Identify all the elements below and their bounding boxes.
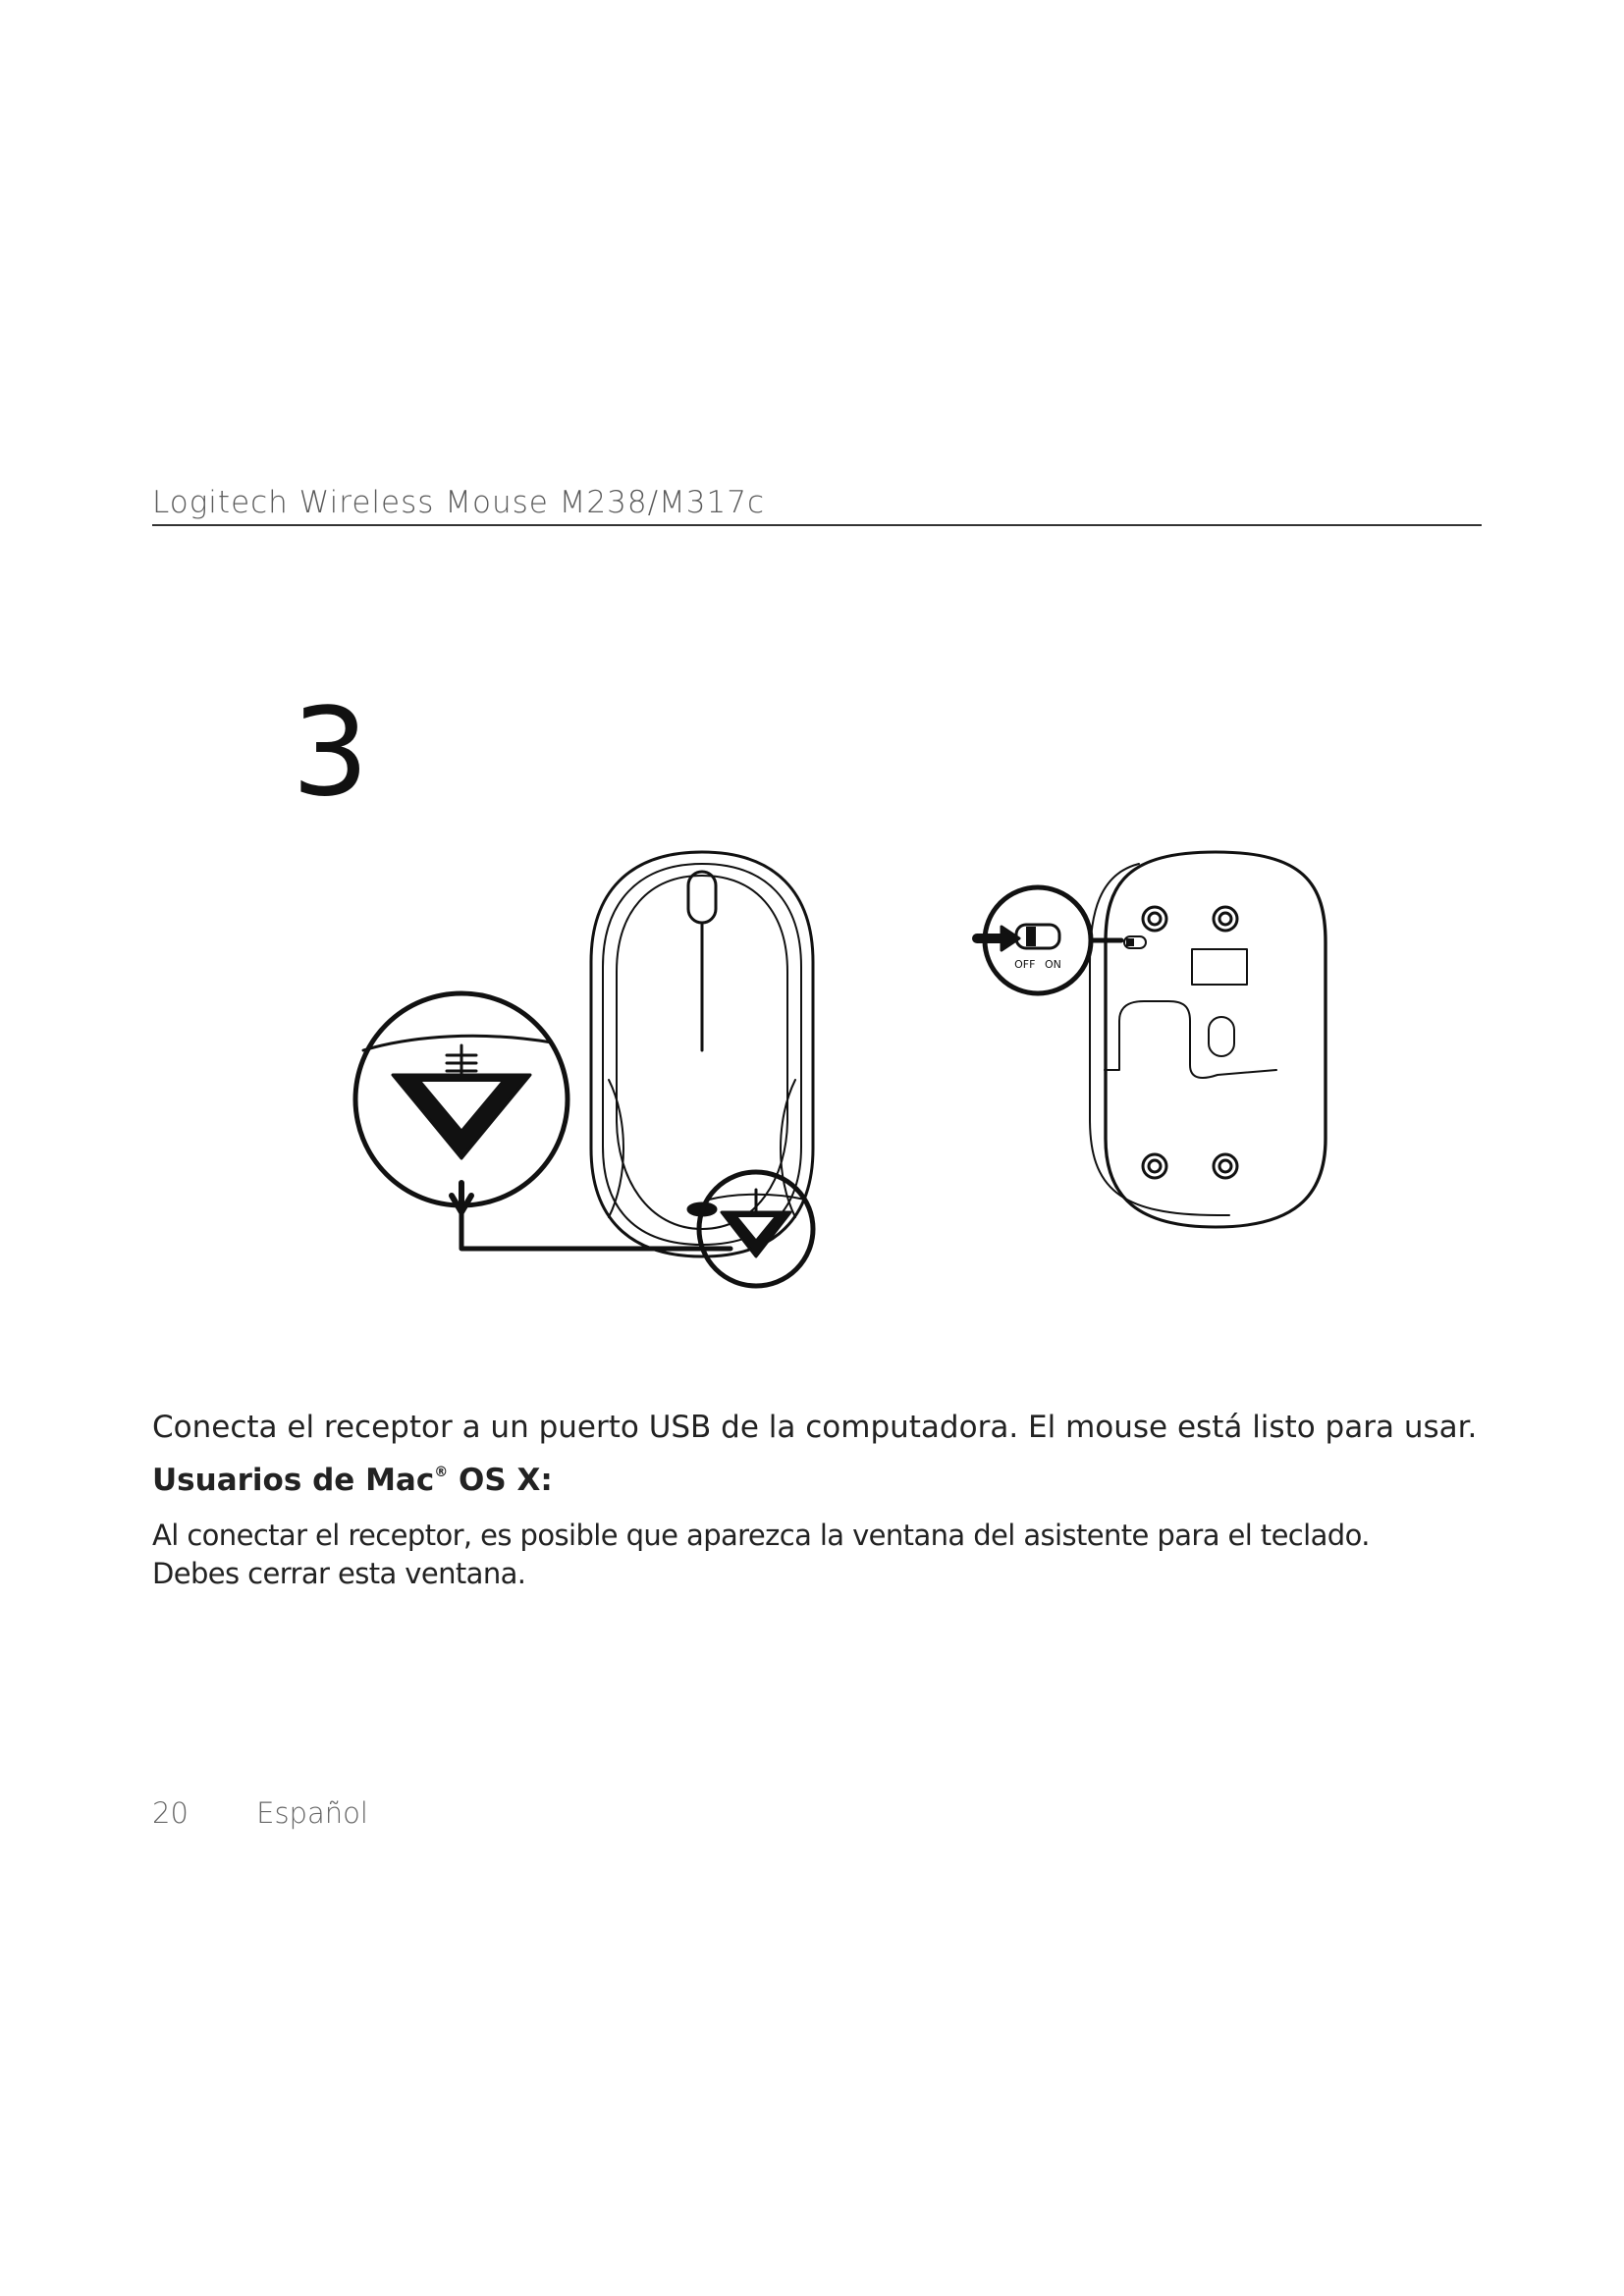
switch-label-zoom [1014, 958, 1061, 971]
mac-instructions [152, 1517, 1370, 1593]
page-number: 20 [152, 1796, 189, 1830]
mac-heading-post: OS X: [448, 1463, 553, 1498]
mac-text-line-2: Debes cerrar esta ventana. [152, 1557, 526, 1590]
mac-heading-pre: Usuarios de Mac [152, 1463, 435, 1498]
instruction-text: Conecta el receptor a un puerto USB de la computadora. El mouse está listo para usar. [152, 1410, 1478, 1445]
registered-mark: ® [434, 1465, 449, 1480]
mouse-bottom-view [1090, 852, 1326, 1227]
switch-off-label: OFF [1014, 958, 1036, 971]
receiver-small-circle [699, 1172, 813, 1286]
mac-text-line-1: Al conectar el receptor, es posible que aparezca la ventana del asistente para el teclado. [152, 1519, 1370, 1552]
switch-on-label: ON [1044, 958, 1061, 971]
step-number: 3 [292, 682, 369, 824]
header-divider [152, 524, 1482, 526]
page-footer [152, 1796, 368, 1830]
language-label: Español [256, 1796, 368, 1830]
mac-users-heading [152, 1463, 553, 1498]
mouse-setup-illustration [334, 825, 1394, 1335]
receptor-zoom-circle [355, 993, 568, 1212]
power-switch-zoom [977, 887, 1121, 993]
document-title: Logitech Wireless Mouse M238/M317c [152, 485, 765, 520]
